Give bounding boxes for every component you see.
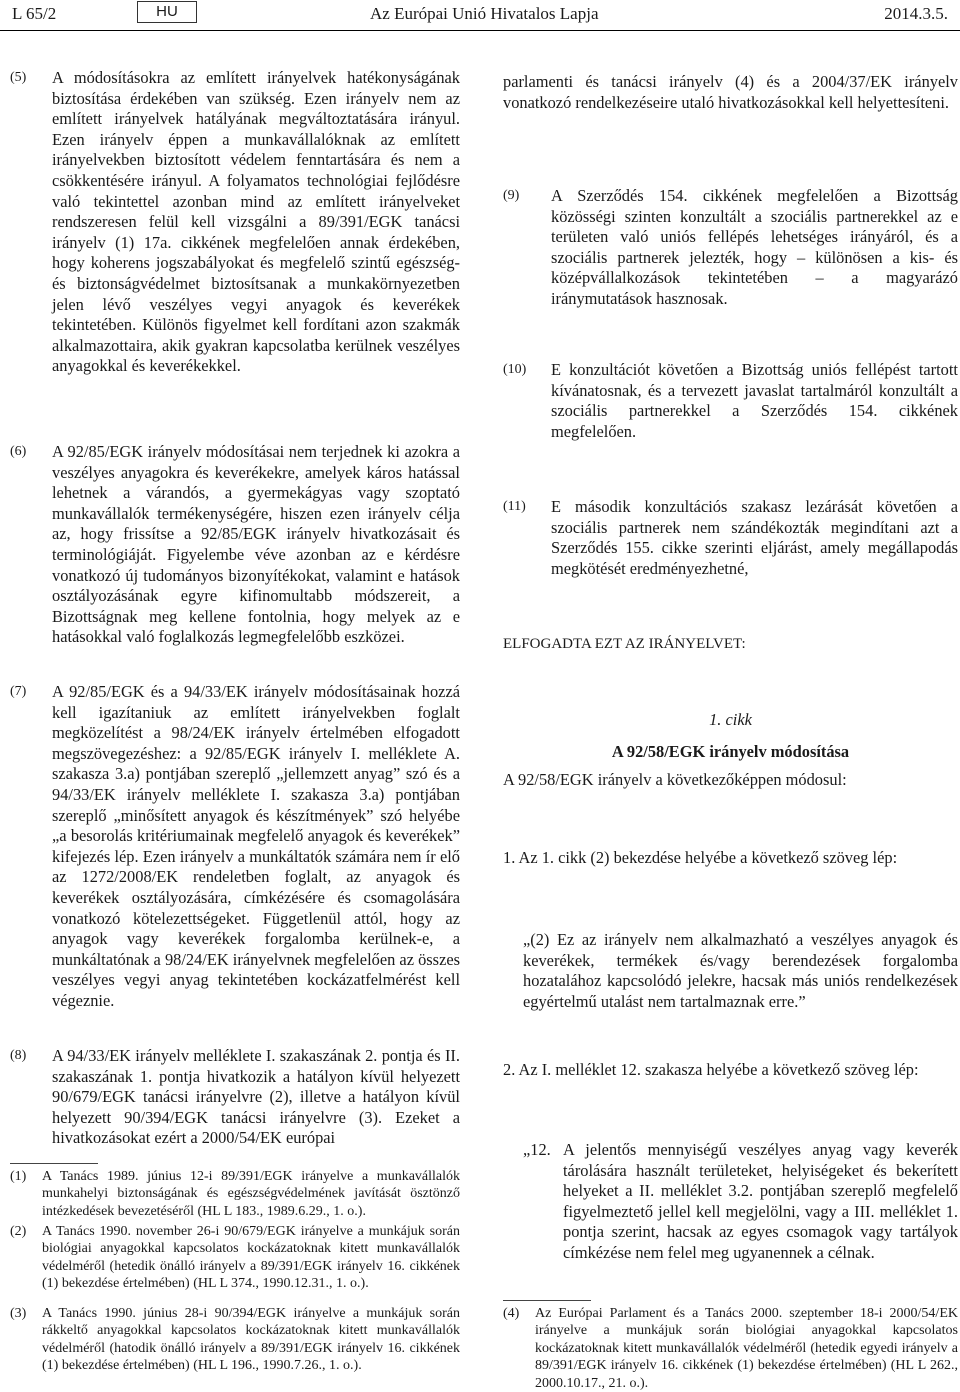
- quote-text: A jelentős mennyiségű veszélyes anyag vagy keverék tárolására használt területeket, helyiségeket és bekerített helyeket a II. melléklet 3.2. pontjában szereplő megfelelő figyelmeztető jellel kell megjelölni, vagy a III. melléklet 1. pontja szerint, hacsak az egyes csomagok vagy tartályok címkézése nem felel meg ugyanennek a célnak.: [563, 1140, 958, 1262]
- footnote-text: Az Európai Parlament és a Tanács 2000. szeptember 18-i 2000/54/EK irányelve a munkájuk során biológiai anyagokkal kapcsolatos kockázatoknak kitett munkavállalók védelméről (hetedik egyedi irányelv a 89/391/EGK irányelv 16. cikkének (1) bekezdése értelmében) (HL L 262., 2000.10.17., 21. o.).: [535, 1306, 958, 1391]
- recital-number: (7): [10, 684, 27, 699]
- recital-text: A 92/85/EGK irányelv módosításai nem terjednek ki azokra a veszélyes anyagokra és keverékekre, amelyek káros hatással lehetnek a várandós, a gyermekágyas vagy szoptató munkavállalók termékenységére, hiszen ezen irányelv célja az, hogy frissítse a 92/85/EGK irányelv hivatkozásait és terminológiáját. Figyelembe véve azonban az e kérdésre vonatkozó új tudományos bizonyítékokat, valamint e hatások osztályozásának egyre kifinomultabb módszereit, a Bizottságnak meg kellene fontolnia, hogy melyek az e hatásokkal való foglalkozás legmegfelelőbb eszközei.: [52, 442, 460, 647]
- recital-8-continuation: parlamenti és tanácsi irányelv (4) és a 2004/37/EK irányelv vonatkozó rendelkezéseire utaló hivatkozásokkal kell helyettesíteni.: [503, 72, 958, 112]
- page-reference: L 65/2: [12, 4, 57, 23]
- recital-10: [503, 360, 958, 442]
- recital-number: (5): [10, 70, 27, 85]
- recital-8: [10, 1046, 460, 1149]
- recital-number: (8): [10, 1048, 27, 1063]
- footnote-2: [10, 1223, 460, 1293]
- amendment-point-1: 1. Az 1. cikk (2) bekezdése helyébe a következő szöveg lép:: [503, 848, 898, 867]
- recital-text: E konzultációt követően a Bizottság uniós fellépést tartott kívánatosnak, és a tervezett javaslat tartalmáról konzultált a szociális partnerekkel a Szerződés 154. cikkének megfelelően.: [551, 360, 958, 441]
- footnote-mark: (3): [10, 1306, 27, 1321]
- language-code-box: HU: [137, 1, 197, 23]
- recital-text: A módosításokra az említett irányelvek hatékonyságának biztosítása érdekében van szükség. Ezen irányelv nem az említett irányelvek hatályának megváltoztatására irányul. Ezen irányelv éppen a munkavállalóknak az említett irányelvekben biztosított védelem fenntartására és nem a csökkentésére irányul. A folyamatos technológiai fejlődésre való tekintettel azonban mind az említett irányelveket rendszeresen felül kell vizsgálni a 89/391/EGK tanácsi irányelv (1) 17a. cikkének megfelelően annak érdekében, hogy koherens jogszabályokat és megfelelő szintű egészség- és biztonságvédelmet biztosítsanak a munkakörnyezetben jelen lévő veszélyes vegyi anyagok és keverékek tekintetében. Különös figyelmet kell fordítani azon szakmák alkalmazottaira, akik gyakran kapcsolatba kerülnek veszélyes anyagokkal és keverékekkel.: [52, 68, 460, 376]
- adoption-formula: ELFOGADTA EZT AZ IRÁNYELVET:: [503, 636, 746, 652]
- footnote-text: A Tanács 1989. június 12-i 89/391/EGK irányelve a munkavállalók munkahelyi biztonságának és egészségvédelmének javítását ösztönző intézkedések bevezetéséről (HL L 183., 1989.6.29., 1. o.).: [42, 1169, 460, 1219]
- recital-number: (11): [503, 499, 526, 514]
- recital-7: [10, 682, 460, 1012]
- footnote-mark: (2): [10, 1224, 27, 1239]
- footnote-text: A Tanács 1990. június 28-i 90/394/EGK irányelve a munkájuk során rákkeltő anyagokkal kapcsolatos kockázatoknak kitett munkavállalók védelméről (hatodik önálló irányelv a 89/391/EGK irányelv 16. cikkének (1) bekezdése értelmében) (HL L 196., 1990.7.26., 1. o.).: [42, 1306, 460, 1374]
- footnote-4: [503, 1305, 958, 1392]
- header-rule: [0, 30, 960, 31]
- article-title: A 92/58/EGK irányelv módosítása: [611, 742, 850, 761]
- footnote-1: [10, 1168, 460, 1220]
- page-header: [0, 0, 960, 32]
- recital-9: [503, 186, 958, 310]
- amendment-point-2: 2. Az I. melléklet 12. szakasza helyébe a következő szöveg lép:: [503, 1060, 919, 1079]
- amendment-quote-2: [523, 1140, 958, 1264]
- recital-number: (10): [503, 362, 527, 377]
- recital-number: (6): [10, 444, 27, 459]
- journal-title: Az Európai Unió Hivatalos Lapja: [370, 4, 599, 23]
- recital-5: [10, 68, 460, 377]
- recital-text: A Szerződés 154. cikkének megfelelően a Bizottság közösségi szinten konzultált a szociális partnerekkel az e területen való uniós fellépés lehetséges irányáról, és a szociális partnerek jelezték, hogy – különösen a kis- és középvállalkozások tekintetében – a magyarázó iránymutatások hasznosak.: [551, 186, 958, 308]
- footnote-text: A Tanács 1990. november 26-i 90/679/EGK irányelve a munkájuk során biológiai anyagokkal kapcsolatos kockázatoknak kitett munkavállalók védelméről (hetedik önálló irányelv a 89/391/EGK irányelv 16. cikkének (1) bekezdése értelmében) (HL L 374., 1990.12.31., 1. o.).: [42, 1224, 460, 1292]
- footnote-mark: (1): [10, 1169, 27, 1184]
- publication-date: 2014.3.5.: [884, 4, 948, 23]
- amendment-quote-1: „(2) Ez az irányelv nem alkalmazható a veszélyes anyagok és keverékek, termékek és/vagy berendezések forgalomba hozatalához kapcsolódó jelekre, hacsak más uniós rendelkezések egyértelmű utalást nem tartalmaznak erre.”: [523, 930, 958, 1011]
- recital-11: [503, 497, 958, 579]
- article-label: 1. cikk: [709, 710, 752, 729]
- recital-text: A 92/85/EGK és a 94/33/EK irányelv módosításainak hozzá kell igazítaniuk az említett irányelvekben foglalt megközelítést a 98/24/EK irányelv értelmében elfogadott megszövegezéshez: a 92/85/EGK irányelv I. melléklete A. szakasza 3.a) pontjában szereplő „jellemzett anyag” szó és a 94/33/EK irányelv melléklete I. szakasza 3.a) pontjában szereplő „minősített anyagok és készítmények” szó helyébe „a besorolás kritériumainak megfelelő anyagok és keverékek” kifejezés lép. Ezen irányelv a munkáltatók számára nem ír elő az 1272/2008/EK rendeletben foglalt, az anyagok és keverékek osztályozására, címkézésére és csomagolására vonatkozó kötelezettségeket. Függetlenül attól, hogy az anyagok vagy keverékek forgalomba kerülnek-e, a munkáltatónak a 98/24/EK irányelvnek megfelelően az összes veszélyes vegyi anyag tekintetében kockázatfelmérést kell végeznie.: [52, 682, 460, 1010]
- footnote-mark: (4): [503, 1306, 520, 1321]
- article-intro: A 92/58/EGK irányelv a következőképpen módosul:: [503, 770, 847, 789]
- recital-text: E második konzultációs szakasz lezárását követően a szociális partnerek nem szándékozták megindítani azt a Szerződés 155. cikke szerinti eljárást, amely megállapodás megkötését eredményezhetné,: [551, 497, 958, 578]
- recital-6: [10, 442, 460, 648]
- footnote-rule: [503, 1300, 591, 1301]
- recital-text: A 94/33/EK irányelv melléklete I. szakaszának 2. pontja és II. szakaszának 1. pontja hivatkozik a hatályon kívül helyezett 90/679/EGK tanácsi irányelvre (2), illetve a hatályon kívül helyezett 90/394/EGK tanácsi irányelvre (3). Ezeket a hivatkozásokat ezért a 2000/54/EK európai: [52, 1046, 460, 1148]
- footnote-3: [10, 1305, 460, 1375]
- footnote-rule: [10, 1163, 98, 1164]
- quote-number: „12.: [523, 1140, 551, 1159]
- recital-number: (9): [503, 188, 520, 203]
